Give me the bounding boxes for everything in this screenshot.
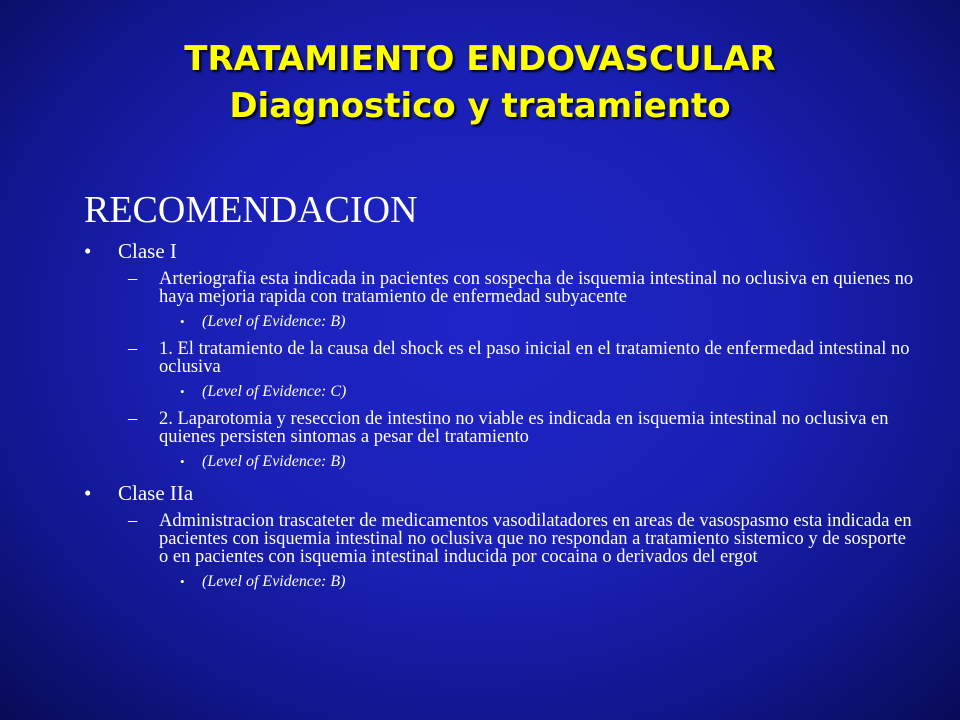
- bullet-icon: •: [84, 239, 92, 263]
- class-2a-bullet: [84, 480, 914, 506]
- recommendation-text: 2. Laparotomia y reseccion de intestino no viable es indicada en isquemia intestinal no oclusiva en quienes persisten sintomas a pesar del tratamiento: [159, 409, 889, 447]
- evidence-level: [84, 452, 914, 472]
- evidence-text: (Level of Evidence: B): [202, 453, 346, 470]
- recommendation-item: [84, 340, 914, 376]
- slide-body: [84, 188, 914, 600]
- section-heading: RECOMENDACION: [84, 189, 418, 231]
- bullet-icon: •: [180, 454, 185, 469]
- class-1-bullet: [84, 238, 914, 264]
- slide-title: [0, 36, 960, 130]
- recommendation-text: Administracion trascateter de medicamentos vasodilatadores en areas de vasospasmo esta indicada en pacientes con isquemia intestinal no oclusiva que no respondan a tratamiento sistemico y de sosporte o en pacientes con isquemia intestinal inducida por cocaina o derivados del ergot: [159, 511, 912, 567]
- recommendation-text: Arteriografia esta indicada in pacientes con sospecha de isquemia intestinal no oclusiva en quienes no haya mejoria rapida con tratamiento de enfermedad subyacente: [159, 269, 914, 307]
- title-line-1: TRATAMIENTO ENDOVASCULAR: [184, 39, 776, 79]
- recommendation-text: 1. El tratamiento de la causa del shock es el paso inicial en el tratamiento de enfermedad intestinal no oclusiva: [159, 339, 910, 377]
- bullet-icon: •: [180, 384, 185, 399]
- recommendation-item: [84, 410, 914, 446]
- bullet-icon: •: [180, 574, 185, 589]
- evidence-level: [84, 312, 914, 332]
- bullet-icon: •: [84, 481, 92, 505]
- dash-icon: –: [128, 339, 138, 359]
- class-1-label: Clase I: [118, 239, 177, 263]
- recommendation-item: [84, 512, 914, 566]
- dash-icon: –: [128, 269, 138, 289]
- recommendation-item: [84, 270, 914, 306]
- evidence-level: [84, 382, 914, 402]
- evidence-level: [84, 572, 914, 592]
- dash-icon: –: [128, 511, 138, 531]
- bullet-icon: •: [180, 314, 185, 329]
- dash-icon: –: [128, 409, 138, 429]
- evidence-text: (Level of Evidence: B): [202, 313, 346, 330]
- evidence-text: (Level of Evidence: C): [202, 383, 347, 400]
- evidence-text: (Level of Evidence: B): [202, 573, 346, 590]
- class-2a-label: Clase IIa: [118, 481, 194, 505]
- title-line-2: Diagnostico y tratamiento: [229, 86, 731, 126]
